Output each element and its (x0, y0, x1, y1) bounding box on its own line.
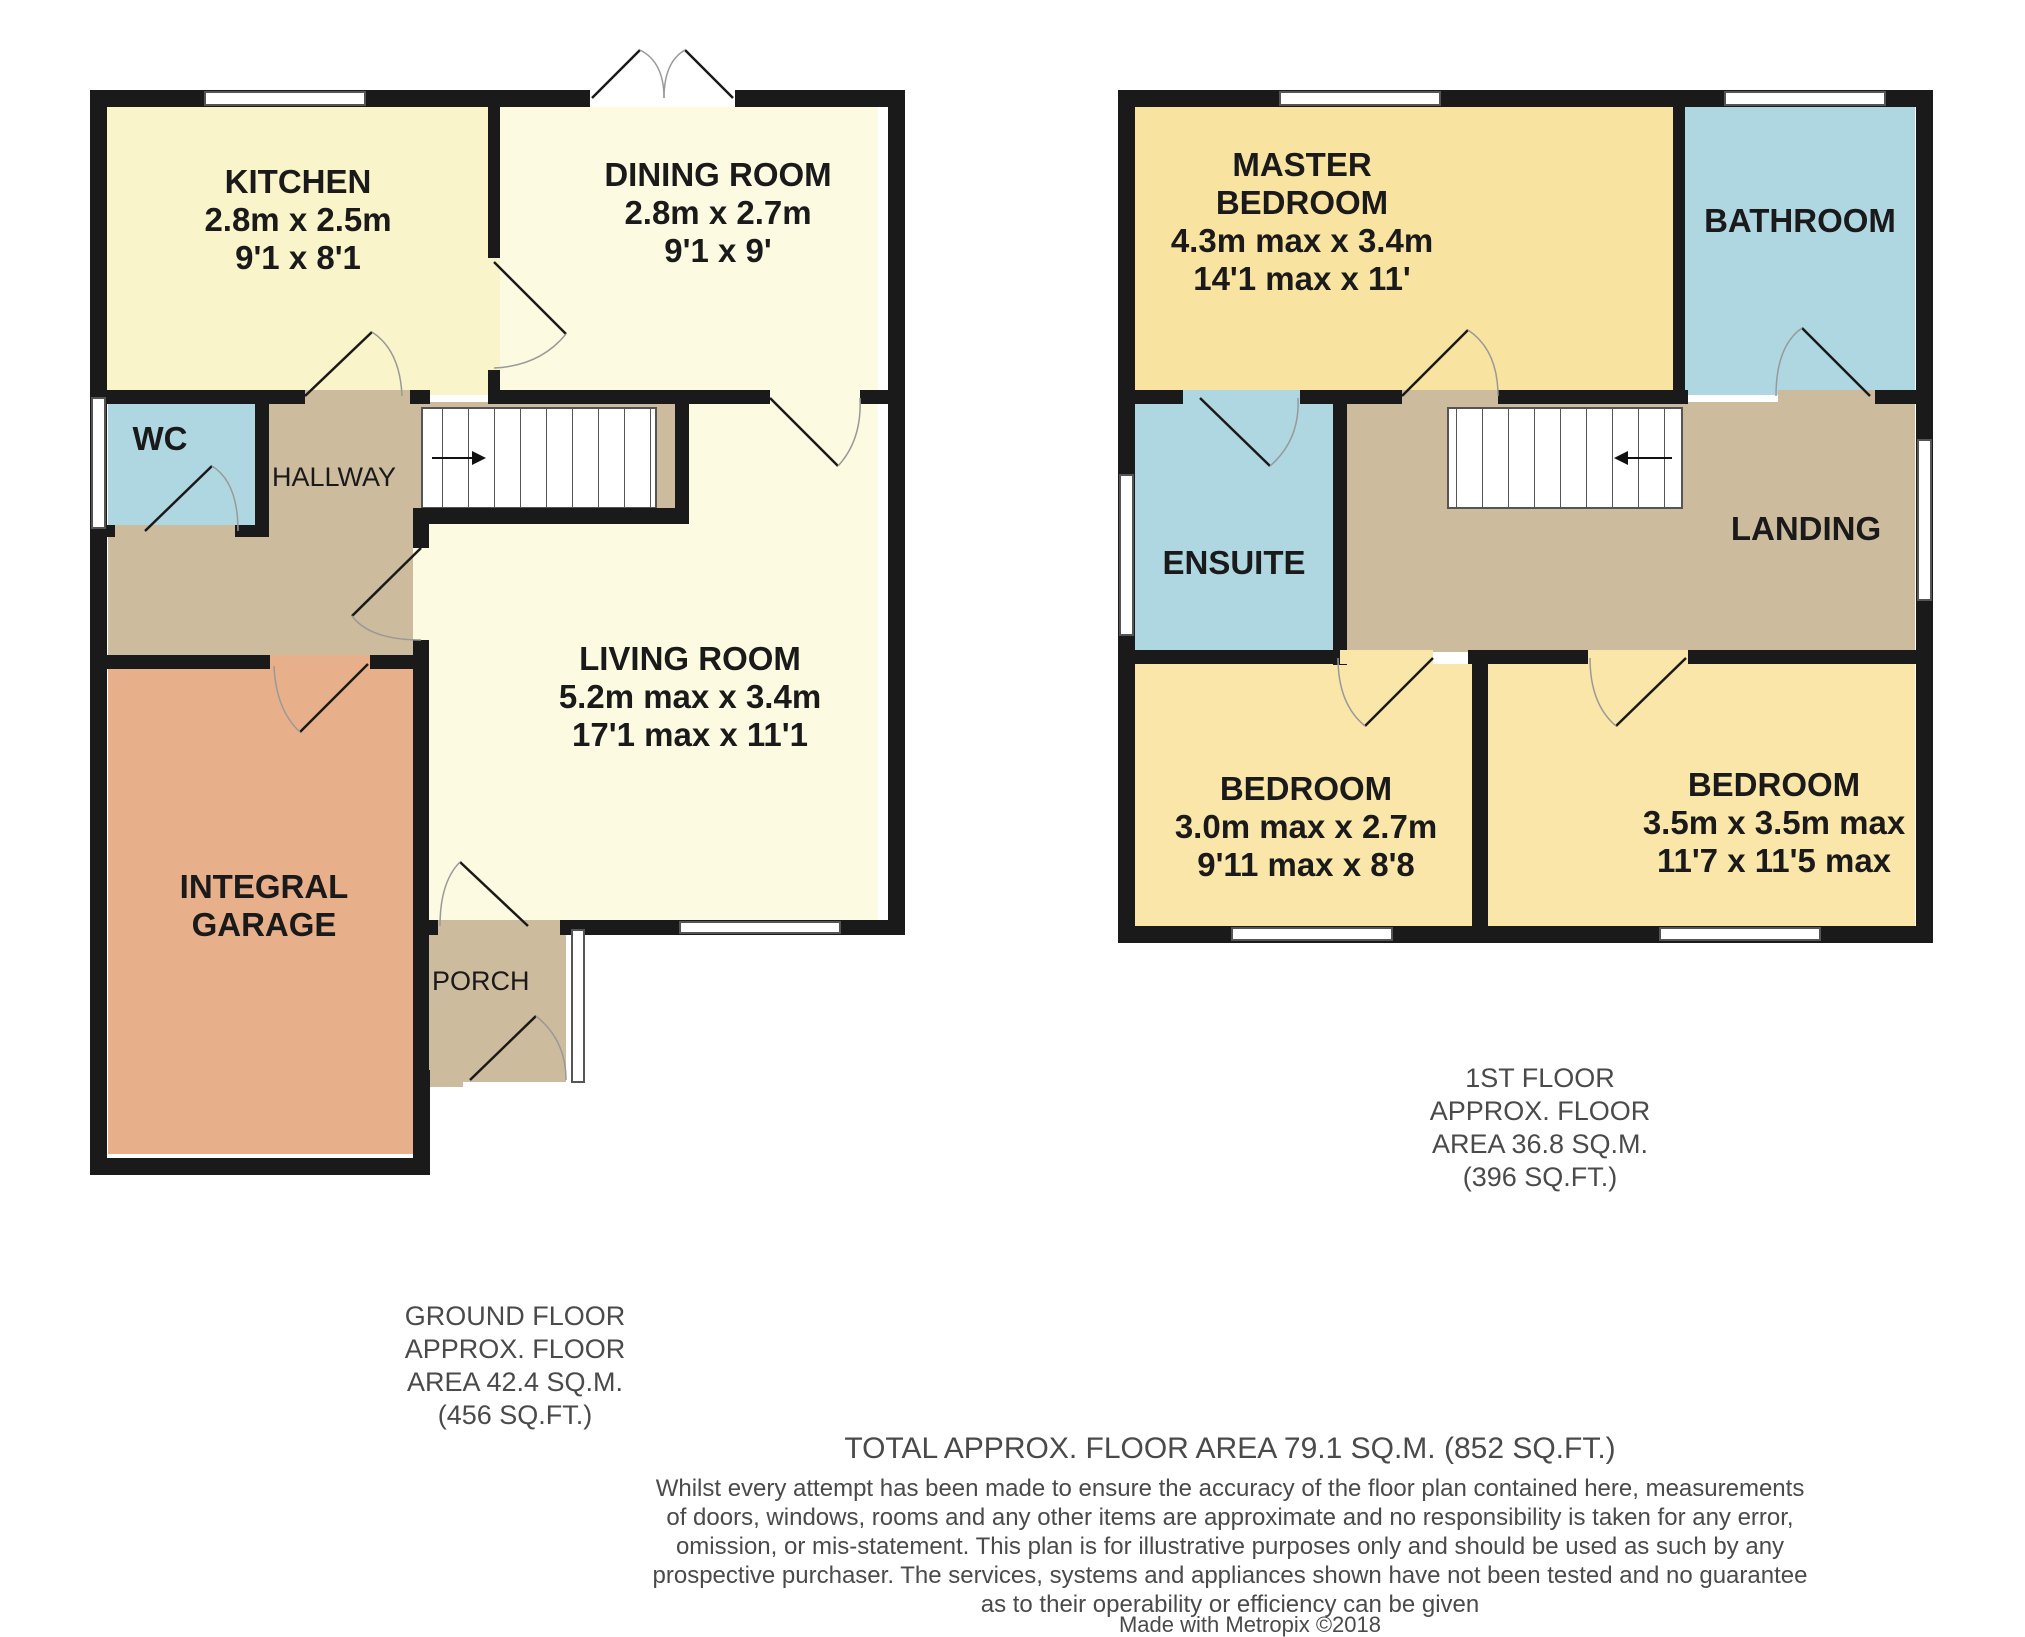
disclaimer-line: as to their operability or efficiency can be given (980, 1591, 1480, 1618)
bathroom-fill (1685, 107, 1915, 395)
wc-label: WC (132, 420, 188, 457)
bedroom-left-metric: 3.0m max x 2.7m (1174, 808, 1438, 845)
dining-room-imperial: 9'1 x 9' (664, 232, 772, 269)
bedroom-left-imperial: 9'11 max x 8'8 (1197, 846, 1415, 883)
bathroom-label: BATHROOM (1704, 202, 1896, 239)
ground-floor-area-line: APPROX. FLOOR (404, 1334, 626, 1364)
porch-fill (428, 930, 566, 1082)
living-room-metric: 5.2m max x 3.4m (558, 678, 822, 715)
garage-line2: GARAGE (191, 906, 337, 943)
kitchen-imperial: 9'1 x 8'1 (235, 239, 361, 276)
dining-room-metric: 2.8m x 2.7m (624, 194, 812, 231)
garage-line1: INTEGRAL (179, 868, 349, 905)
kitchen-name: KITCHEN (224, 163, 372, 200)
porch-label: PORCH (432, 966, 530, 996)
master-bedroom-imperial: 14'1 max x 11' (1193, 260, 1411, 297)
bedroom-left-name: BEDROOM (1219, 770, 1393, 807)
dining-room-name: DINING ROOM (604, 156, 832, 193)
bedroom-right-name: BEDROOM (1687, 766, 1861, 803)
hallway-label: HALLWAY (272, 462, 397, 492)
ground-floor-area-line: GROUND FLOOR (404, 1301, 626, 1331)
bedroom-right-metric: 3.5m x 3.5m max (1642, 804, 1906, 841)
disclaimer-line: prospective purchaser. The services, systems and appliances shown have not been tested and no guarantee (652, 1562, 1808, 1589)
ground-floor-area-line: AREA 42.4 SQ.M. (406, 1367, 624, 1397)
living-room-label (559, 640, 821, 753)
garage-label (180, 868, 349, 943)
landing-label: LANDING (1730, 510, 1882, 547)
ground-floor-area-note (355, 1300, 675, 1432)
master-bedroom-metric: 4.3m max x 3.4m (1170, 222, 1434, 259)
living-room-name: LIVING ROOM (579, 640, 801, 677)
first-floor (1118, 90, 1933, 943)
master-bedroom-line1: MASTER (1232, 146, 1372, 183)
first-floor-area-line: 1ST FLOOR (1465, 1063, 1615, 1093)
first-floor-area-line: APPROX. FLOOR (1429, 1096, 1651, 1126)
disclaimer-line: omission, or mis-statement. This plan is for illustrative purposes only and should be used as such by any (675, 1533, 1785, 1560)
total-floor-area: TOTAL APPROX. FLOOR AREA 79.1 SQ.M. (852 SQ.FT.) (844, 1432, 1616, 1465)
ground-floor (90, 50, 905, 1175)
disclaimer (560, 1474, 1900, 1619)
ensuite-fill (1135, 402, 1333, 650)
metropix-credit: Made with Metropix ©2018 (1118, 1612, 1381, 1637)
bedroom-right-imperial: 11'7 x 11'5 max (1656, 842, 1892, 879)
kitchen-metric: 2.8m x 2.5m (204, 201, 392, 238)
disclaimer-line: Whilst every attempt has been made to ensure the accuracy of the floor plan contained here, measurements (655, 1475, 1805, 1502)
disclaimer-line: of doors, windows, rooms and any other items are approximate and no responsibility is taken for any error, (666, 1504, 1794, 1531)
ground-floor-area-line: (456 SQ.FT.) (437, 1400, 593, 1430)
first-floor-area-line: (396 SQ.FT.) (1462, 1162, 1618, 1192)
ensuite-label: ENSUITE (1162, 544, 1306, 581)
living-room-imperial: 17'1 max x 11'1 (572, 716, 808, 753)
first-floor-area-line: AREA 36.8 SQ.M. (1431, 1129, 1649, 1159)
first-floor-area-note (1380, 1062, 1700, 1194)
master-bedroom-line2: BEDROOM (1215, 184, 1389, 221)
